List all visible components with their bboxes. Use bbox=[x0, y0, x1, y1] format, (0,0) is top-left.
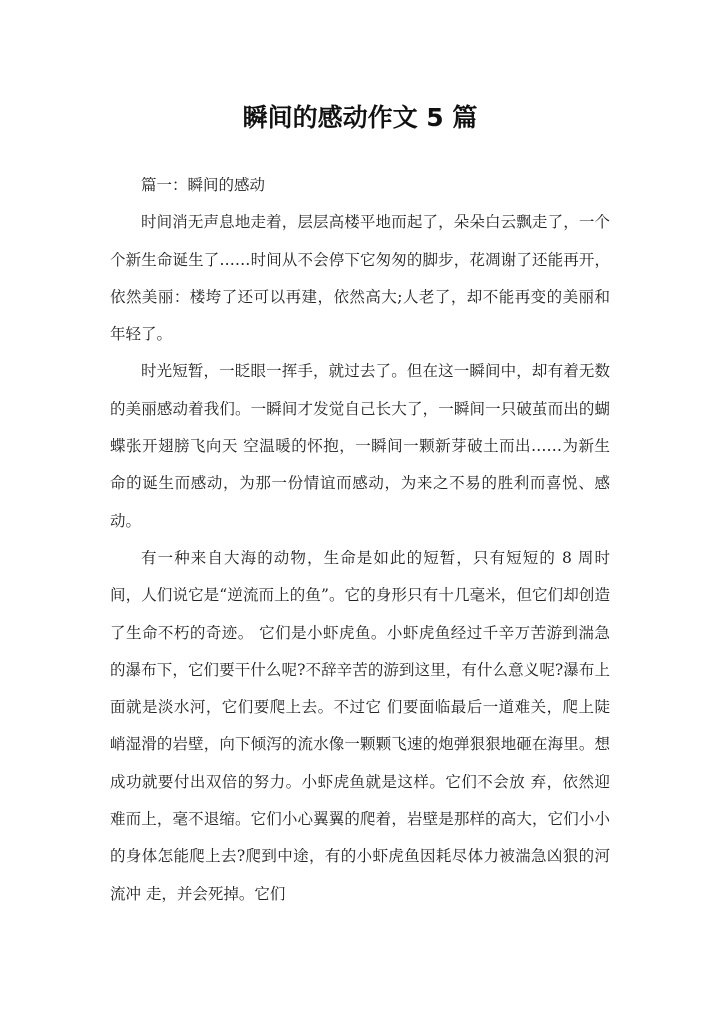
paragraph: 时间消无声息地走着，层层高楼平地而起了，朵朵白云飘走了，一个个新生命诞生了……时间从不会停下它匆匆的脚步，花凋谢了还能再开，依然美丽：楼垮了还可以再建，依然高大;人老了，却不能再变的美丽和年轻了。 bbox=[110, 213, 610, 344]
paragraph: 有一种来自大海的动物，生命是如此的短暂，只有短短的 8 周时间，人们说它是“逆流而上的鱼”。它的身形只有十几毫米，但它们却创造了生命不朽的奇迹。 它们是小虾虎鱼。小虾虎鱼经过千辛万苦游到湍急的瀑布下，它们要干什么呢?不辞辛苦的游到这里，有什么意义呢?瀑布上面就是淡水河，它们要爬上去。不过它 们要面临最后一道难关，爬上陡峭湿滑的岩壁，向下倾泻的流水像一颗颗飞速的炮弹狠狠地砸在海里。想成功就要付出双倍的努力。小虾虎鱼就是这样。它们不会放 弃，依然迎难而上，毫不退缩。它们小心翼翼的爬着，岩壁是那样的高大，它们小小的身体怎能爬上去?爬到中途，有的小虾虎鱼因耗尽体力被湍急凶狠的河流冲 走，并会死掉。它们 bbox=[110, 548, 610, 903]
section-heading: 篇一：瞬间的感动 bbox=[141, 176, 266, 194]
paragraph: 时光短暂，一眨眼一挥手，就过去了。但在这一瞬间中，却有着无数的美丽感动着我们。一瞬间才发觉自己长大了，一瞬间一只破茧而出的蝴蝶张开翅膀飞向天 空温暖的怀抱，一瞬间一颗新芽破土而出……为新生命的诞生而感动，为那一份情谊而感动，为来之不易的胜利而喜悦、感动。 bbox=[110, 362, 610, 530]
document-body bbox=[110, 167, 610, 913]
document-title: 瞬间的感动作文 5 篇 bbox=[242, 103, 478, 132]
